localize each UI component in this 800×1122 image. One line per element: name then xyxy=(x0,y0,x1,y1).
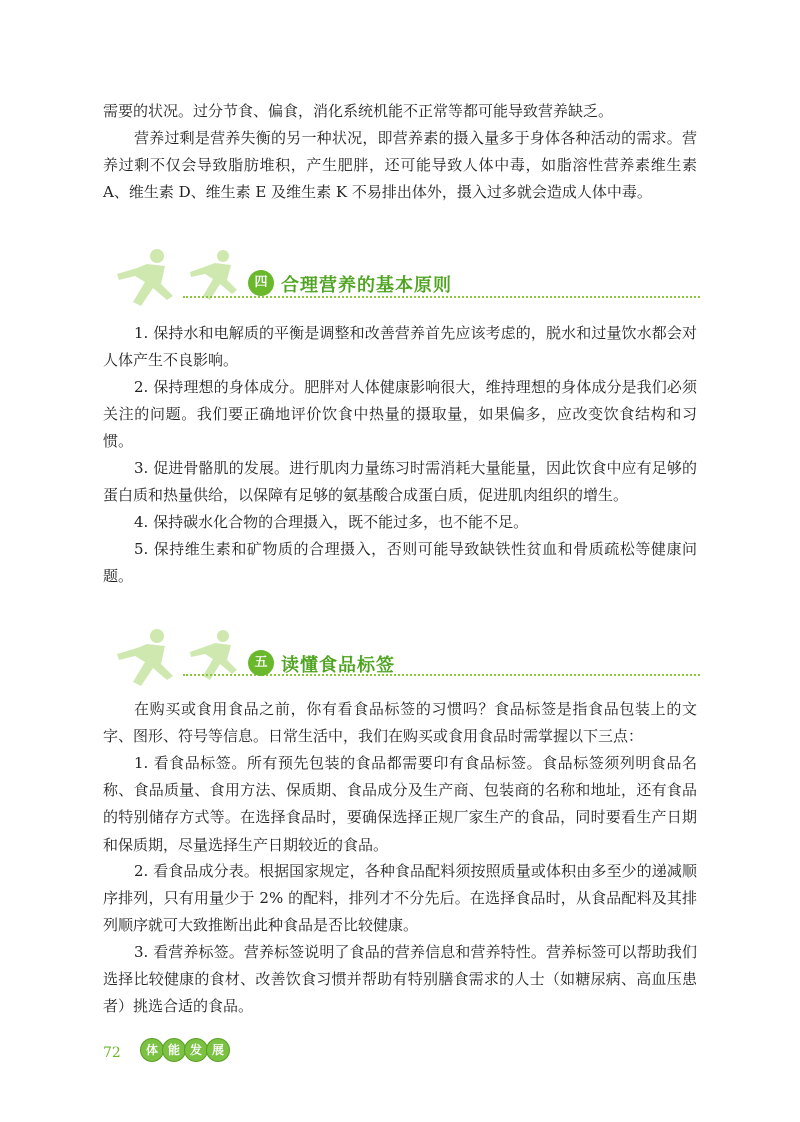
paragraph-continuation: 需要的状况。过分节食、偏食，消化系统机能不正常等都可能导致营养缺乏。 xyxy=(103,102,614,120)
section-4-header xyxy=(105,246,700,316)
principle-item: 1. 保持水和电解质的平衡是调整和改善营养首先应该考虑的，脱水和过量饮水都会对人体产生不良影响。 xyxy=(103,324,697,370)
section-number-badge: 五 xyxy=(248,650,274,676)
food-label-item: 1. 看食品标签。所有预先包装的食品都需要印有食品标签。食品标签须列明食品名称、食品质量、食用方法、保质期、食品成分及生产商、包装商的名称和地址，还有食品的特别储存方式等。在选择食品时，要确保选择正规厂家生产的食品，同时要看生产日期和保质期，尽量选择生产日期较近的食品。 xyxy=(103,754,697,854)
food-label-item: 3. 看营养标签。营养标签说明了食品的营养信息和营养特性。营养标签可以帮助我们选择比较健康的食材、改善饮食习惯并帮助有特别膳食需求的人士（如糖尿病、高血压患者）挑选合适的食品。 xyxy=(103,943,697,1016)
page-number: 72 xyxy=(103,1045,121,1061)
principle-item: 3. 促进骨骼肌的发展。进行肌肉力量练习时需消耗大量能量，因此饮食中应有足够的蛋白质和热量供给，以保障有足够的氨基酸合成蛋白质，促进肌肉组织的增生。 xyxy=(103,459,697,505)
section-title: 读懂食品标签 xyxy=(281,655,395,676)
section-number-badge: 四 xyxy=(248,270,274,296)
food-label-intro: 在购买或食用食品之前，你有看食品标签的习惯吗？食品标签是指食品包装上的文字、图形、符号等信息。日常生活中，我们在购买或食用食品时需掌握以下三点： xyxy=(103,700,697,746)
paragraph-overnutrition: 营养过剩是营养失衡的另一种状况，即营养素的摄入量多于身体各种活动的需求。营养过剩不仅会导致脂肪堆积，产生肥胖，还可能导致人体中毒，如脂溶性营养素维生素 A、维生素 D、维生素 E 及维生素 K 不易排出体外，摄入过多就会造成人体中毒。 xyxy=(103,129,697,202)
brand-char: 体 xyxy=(140,1038,164,1062)
section-5-header xyxy=(105,626,700,696)
brand-char: 能 xyxy=(162,1038,186,1062)
principle-item: 5. 保持维生素和矿物质的合理摄入，否则可能导致缺铁性贫血和骨质疏松等健康问题。 xyxy=(103,540,697,586)
brand-char: 展 xyxy=(206,1038,230,1062)
food-label-item: 2. 看食品成分表。根据国家规定，各种食品配料须按照质量或体积由多至少的递减顺序排列，只有用量少于 2% 的配料，排列才不分先后。在选择食品时，从食品配料及其排列顺序就可大致推断出此种食品是否比较健康。 xyxy=(103,862,697,935)
section-title: 合理营养的基本原则 xyxy=(281,275,452,296)
book-brand-logo xyxy=(140,1038,228,1062)
principle-item: 4. 保持碳水化合物的合理摄入，既不能过多，也不能不足。 xyxy=(134,513,529,531)
runner-silhouettes-icon xyxy=(105,626,255,696)
runner-silhouettes-icon xyxy=(105,246,255,316)
principle-item: 2. 保持理想的身体成分。肥胖对人体健康影响很大，维持理想的身体成分是我们必须关注的问题。我们要正确地评价饮食中热量的摄取量，如果偏多，应改变饮食结构和习惯。 xyxy=(103,378,697,451)
brand-char: 发 xyxy=(184,1038,208,1062)
